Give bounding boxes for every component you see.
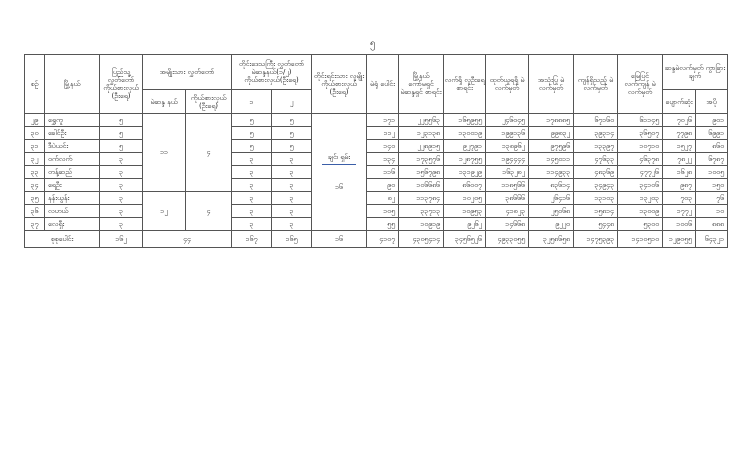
cell-remaining: ၃၉၃၁၄ — [574, 127, 618, 140]
table-row — [25, 140, 728, 153]
cell-field-remaining: ၁၀၇၁၀ — [618, 140, 663, 153]
cell-pyithu: ၅ — [100, 127, 143, 140]
page-number: ၅ — [370, 38, 376, 49]
cell-lost: ၁၇၇၂ — [663, 205, 696, 218]
cell-township: နန်းယွန်း — [45, 192, 100, 205]
cell-used: ၉၇၅၉၆ — [529, 140, 574, 153]
header-region: တိုင်းဒေသကြီး လွှတ်တော် မဲဆန္ဒနယ်(၁/၂) ကိုယ်စားလှယ်(ဦးရေ) — [232, 55, 312, 90]
cell-extra: ၁၀၀၅ — [696, 166, 728, 179]
cell-voters: ၂၂၈၉၁၅ — [399, 140, 444, 153]
cell-region-1: ၃ — [232, 218, 272, 231]
totals-row — [25, 231, 728, 248]
cell-lost: ၁၀၀၆ — [663, 218, 696, 231]
header-used: အသုံးပြု မဲလက်မှတ် — [529, 55, 574, 114]
cell-issued: ၁၃၈၉၆၂ — [486, 140, 529, 153]
table-row — [25, 205, 728, 218]
cell-population: ၁၂၈၇၅၅ — [444, 153, 486, 166]
cell-population: ၁၃၁၉၂၉ — [444, 166, 486, 179]
header-population: လက်ရှိ လူဦးရေ စာရင်း — [444, 55, 486, 114]
cell-region-1: ၅ — [232, 127, 272, 140]
cell-population: ၁၀၂၀၅ — [444, 192, 486, 205]
cell-issued: ၃၈၆၆၆ — [486, 192, 529, 205]
cell-township: ရွှေကူ — [45, 114, 100, 127]
cell-field-remaining: ၃၆၅၀၇ — [618, 127, 663, 140]
total-voters: ၄၃၀၅၄၁၄ — [399, 231, 444, 248]
cell-issued: ၂၄၆၀၄၅ — [486, 114, 529, 127]
total-field-remaining: ၁၄၁၀၅၁၀ — [618, 231, 663, 248]
total-amyotha: ၄၄ — [143, 231, 232, 248]
total-region-2: ၁၆၅ — [272, 231, 312, 248]
total-stations: ၄၁၀၇ — [367, 231, 399, 248]
cell-amyotha-constituency: ၁၂ — [143, 192, 186, 231]
cell-field-remaining: ၄၇၇၂၆ — [618, 166, 663, 179]
cell-township: ဝက်လက် — [45, 153, 100, 166]
header-amyotha-rep: ကိုယ်စားလှယ် (ဦးရေ) — [186, 90, 232, 114]
cell-field-remaining: ၄၆၃၇၈ — [618, 153, 663, 166]
cell-no: ၃၆ — [25, 205, 45, 218]
cell-stations: ၁၁၂ — [367, 127, 399, 140]
cell-used: ၁၇၈၈၈၅ — [529, 114, 574, 127]
table-row — [25, 179, 728, 192]
cell-remaining: ၄၇၆၃၃ — [574, 153, 618, 166]
header-difference: ဆန္ဒမဲလက်မှတ် ကွာခြားချက် — [663, 55, 728, 90]
cell-used: ၁၄၅၀၁၁ — [529, 153, 574, 166]
cell-lost: ၇၇၉၈ — [663, 127, 696, 140]
header-region-2: ၂ — [272, 90, 312, 114]
cell-used: ၈၃၆၁၄ — [529, 179, 574, 192]
cell-pyithu: ၃ — [100, 153, 143, 166]
cell-region-2: ၃ — [272, 153, 312, 166]
cell-voters: ၁၇၃၅၇၆ — [399, 153, 444, 166]
cell-extra: ၈၆၀ — [696, 140, 728, 153]
cell-stations: ၉၀ — [367, 179, 399, 192]
cell-region-2: ၃ — [272, 218, 312, 231]
cell-lost: ၇၈၂၂ — [663, 153, 696, 166]
cell-issued: ၁၉၄၄၄၄ — [486, 153, 529, 166]
cell-region-1: ၃ — [232, 205, 272, 218]
cell-township: ရေဦး — [45, 179, 100, 192]
divider — [322, 164, 356, 165]
total-pyithu: ၁၆၂ — [100, 231, 143, 248]
cell-remaining: ၆၇၁၆၀ — [574, 114, 618, 127]
total-extra: ၆၄၃၂၁ — [696, 231, 728, 248]
total-ethnic: ၁၆ — [312, 231, 367, 248]
table-row — [25, 166, 728, 179]
ethnic-count: ၁၆ — [335, 183, 343, 191]
cell-extra: ၉၀၁ — [696, 114, 728, 127]
header-voters: မြို့နယ် ကော်မရှင် မဲဆန္ဒရှင် စာရင်း — [399, 55, 444, 114]
header-stations: မဲရုံ ပေါင်း — [367, 55, 399, 114]
header-issued: ထုတ်ယူရရှိ မဲလက်မှတ် — [486, 55, 529, 114]
cell-remaining: ၃၄၉၄၃ — [574, 179, 618, 192]
cell-voters: ၁၁၃၇၈၄ — [399, 192, 444, 205]
cell-used: ၉၉၈၃၂ — [529, 127, 574, 140]
cell-extra: ၈၈၈ — [696, 218, 728, 231]
cell-amyotha-constituency: ၁၁ — [143, 114, 186, 192]
cell-field-remaining: ၁၃၀၀၉ — [618, 205, 663, 218]
cell-population: ၉၂၇၉၁ — [444, 140, 486, 153]
cell-population: ၁၀၉၅၃ — [444, 205, 486, 218]
cell-field-remaining: ၃၄၁၀၆ — [618, 179, 663, 192]
cell-voters: ၁၀၆၆၈၆ — [399, 179, 444, 192]
total-remaining: ၁၄၇၅၃၉၃ — [574, 231, 618, 248]
cell-population: ၁၆၅၉၅၅ — [444, 114, 486, 127]
table-row — [25, 127, 728, 140]
cell-field-remaining: ၅၃၀၀ — [618, 218, 663, 231]
cell-amyotha-rep: ၄ — [186, 192, 232, 231]
cell-extra: ၁၅၀ — [696, 179, 728, 192]
cell-stations: ၁၃၄ — [367, 153, 399, 166]
cell-township: လဟယ် — [45, 205, 100, 218]
cell-field-remaining: ၁၃၂၀၃ — [618, 192, 663, 205]
cell-voters: ၁၀၉၁၉ — [399, 218, 444, 231]
cell-issued: ၁၁၈၅၆၆ — [486, 179, 529, 192]
cell-township: လေရှီး — [45, 218, 100, 231]
cell-no: ၃၃ — [25, 166, 45, 179]
header-remaining: ကျန်ရှိသည့် မဲလက်မှတ် — [574, 55, 618, 114]
cell-pyithu: ၅ — [100, 114, 143, 127]
cell-lost: ၇၀၂၆ — [663, 114, 696, 127]
cell-region-1: ၃ — [232, 192, 272, 205]
cell-voters: ၂၂၅၅၆၃ — [399, 114, 444, 127]
cell-remaining: ၁၃၃၉၇ — [574, 140, 618, 153]
cell-stations: ၁၀၅ — [367, 205, 399, 218]
cell-pyithu: ၃ — [100, 205, 143, 218]
cell-pyithu: ၃ — [100, 192, 143, 205]
results-table — [24, 54, 728, 248]
cell-region-2: ၃ — [272, 166, 312, 179]
cell-population: ၉၂၆၂ — [444, 218, 486, 231]
cell-no: ၃၂ — [25, 153, 45, 166]
cell-township: ခေါင်ဦး — [45, 127, 100, 140]
cell-extra: ၁၀ — [696, 205, 728, 218]
cell-no: ၂၉ — [25, 114, 45, 127]
cell-remaining: ၁၃၁၀၃ — [574, 192, 618, 205]
cell-stations: ၁၁၆ — [367, 166, 399, 179]
cell-township: တန့်ဆည် — [45, 166, 100, 179]
total-used: ၃၂၅၈၆၅၈ — [529, 231, 574, 248]
cell-population: ၈၆၀၀၇ — [444, 179, 486, 192]
cell-voters: ၁၅၆၇၉၈ — [399, 166, 444, 179]
cell-issued: ၄၁၈၂၃ — [486, 205, 529, 218]
cell-used: ၉၂၂၀ — [529, 218, 574, 231]
cell-voters: ၁၂၃၁၃၈ — [399, 127, 444, 140]
header-amyotha: အမျိုးသား လွှတ်တော် — [143, 55, 232, 90]
cell-township: ဒီပဲယင်း — [45, 140, 100, 153]
cell-region-2: ၅ — [272, 114, 312, 127]
cell-no: ၃၀ — [25, 127, 45, 140]
cell-population: ၁၃၀၀၁၉ — [444, 127, 486, 140]
cell-used: ၁၁၄၉၃၃ — [529, 166, 574, 179]
cell-used: ၂၆၄၁၆ — [529, 192, 574, 205]
cell-pyithu: ၅ — [100, 140, 143, 153]
cell-pyithu: ၃ — [100, 218, 143, 231]
cell-remaining: ၅၄၄၈ — [574, 218, 618, 231]
cell-issued: ၁၆၃၂၈၂ — [486, 166, 529, 179]
total-lost: ၁၂၉၀၅၅ — [663, 231, 696, 248]
cell-lost: ၇၀၃ — [663, 192, 696, 205]
header-extra: အပို — [696, 90, 728, 114]
cell-remaining: ၁၅၈၁၄ — [574, 205, 618, 218]
cell-stations: ၁၇၁ — [367, 114, 399, 127]
cell-extra: ၆၇၈၇ — [696, 153, 728, 166]
total-population: ၃၄၅၆၅၂၆ — [444, 231, 486, 248]
cell-voters: ၃၃၇၁၃ — [399, 205, 444, 218]
header-ethnic: တိုင်းရင်းသား လူမျိုး ကိုယ်စားလှယ် (ဦးရေ) — [312, 55, 367, 114]
cell-extra: ၇၆ — [696, 192, 728, 205]
cell-region-2: ၃ — [272, 179, 312, 192]
cell-amyotha-rep: ၄ — [186, 114, 232, 192]
cell-pyithu: ၃ — [100, 179, 143, 192]
cell-region-2: ၅ — [272, 140, 312, 153]
total-issued: ၄၉၃၃၀၅၅ — [486, 231, 529, 248]
table-row — [25, 192, 728, 205]
header-amyotha-constituency: မဲဆန္ဒ နယ် — [143, 90, 186, 114]
cell-region-1: ၃ — [232, 166, 272, 179]
header-no: စဉ် — [25, 55, 45, 114]
cell-field-remaining: ၆၁၁၄၅ — [618, 114, 663, 127]
cell-extra: ၆၉၉၁ — [696, 127, 728, 140]
table-row — [25, 114, 728, 127]
cell-region-2: ၃ — [272, 192, 312, 205]
cell-used: ၂၅၀၆၈ — [529, 205, 574, 218]
cell-pyithu: ၃ — [100, 166, 143, 179]
cell-stations: ၅၅ — [367, 218, 399, 231]
cell-stations: ၁၄၀ — [367, 140, 399, 153]
cell-region-2: ၃ — [272, 205, 312, 218]
cell-ethnic — [312, 114, 367, 231]
cell-stations: ၈၂ — [367, 192, 399, 205]
total-region-1: ၁၆၇ — [232, 231, 272, 248]
header-region-1: ၁ — [232, 90, 272, 114]
cell-region-1: ၅ — [232, 140, 272, 153]
cell-issued: ၁၄၆၆၈ — [486, 218, 529, 231]
header-lost: ပျောက်ဆုံး — [663, 90, 696, 114]
header-field-remaining: မြေပြင် လက်ကျန် မဲလက်မှတ် — [618, 55, 663, 114]
cell-no: ၃၁ — [25, 140, 45, 153]
cell-remaining: ၄၈၃၆၉ — [574, 166, 618, 179]
cell-lost: ၁၆၂၈ — [663, 166, 696, 179]
ethnic-label: ချင်၊ ရှမ်း — [327, 152, 351, 161]
cell-region-1: ၅ — [232, 114, 272, 127]
cell-lost: ၉၈၇ — [663, 179, 696, 192]
cell-no: ၃၇ — [25, 218, 45, 231]
cell-region-2: ၅ — [272, 127, 312, 140]
cell-no: ၃၄ — [25, 179, 45, 192]
cell-lost: ၁၅၂၇ — [663, 140, 696, 153]
cell-region-1: ၃ — [232, 179, 272, 192]
header-township: မြို့နယ် — [45, 55, 100, 114]
cell-issued: ၁၉၉၁၃၆ — [486, 127, 529, 140]
table-row — [25, 153, 728, 166]
cell-no: ၃၅ — [25, 192, 45, 205]
totals-label: စုစုပေါင်း — [25, 231, 100, 248]
header-pyithu: ပြည်သူ့ လွှတ်တော် ကိုယ်စားလှယ် (ဦးရေ) — [100, 55, 143, 114]
cell-region-1: ၃ — [232, 153, 272, 166]
table-row — [25, 218, 728, 231]
